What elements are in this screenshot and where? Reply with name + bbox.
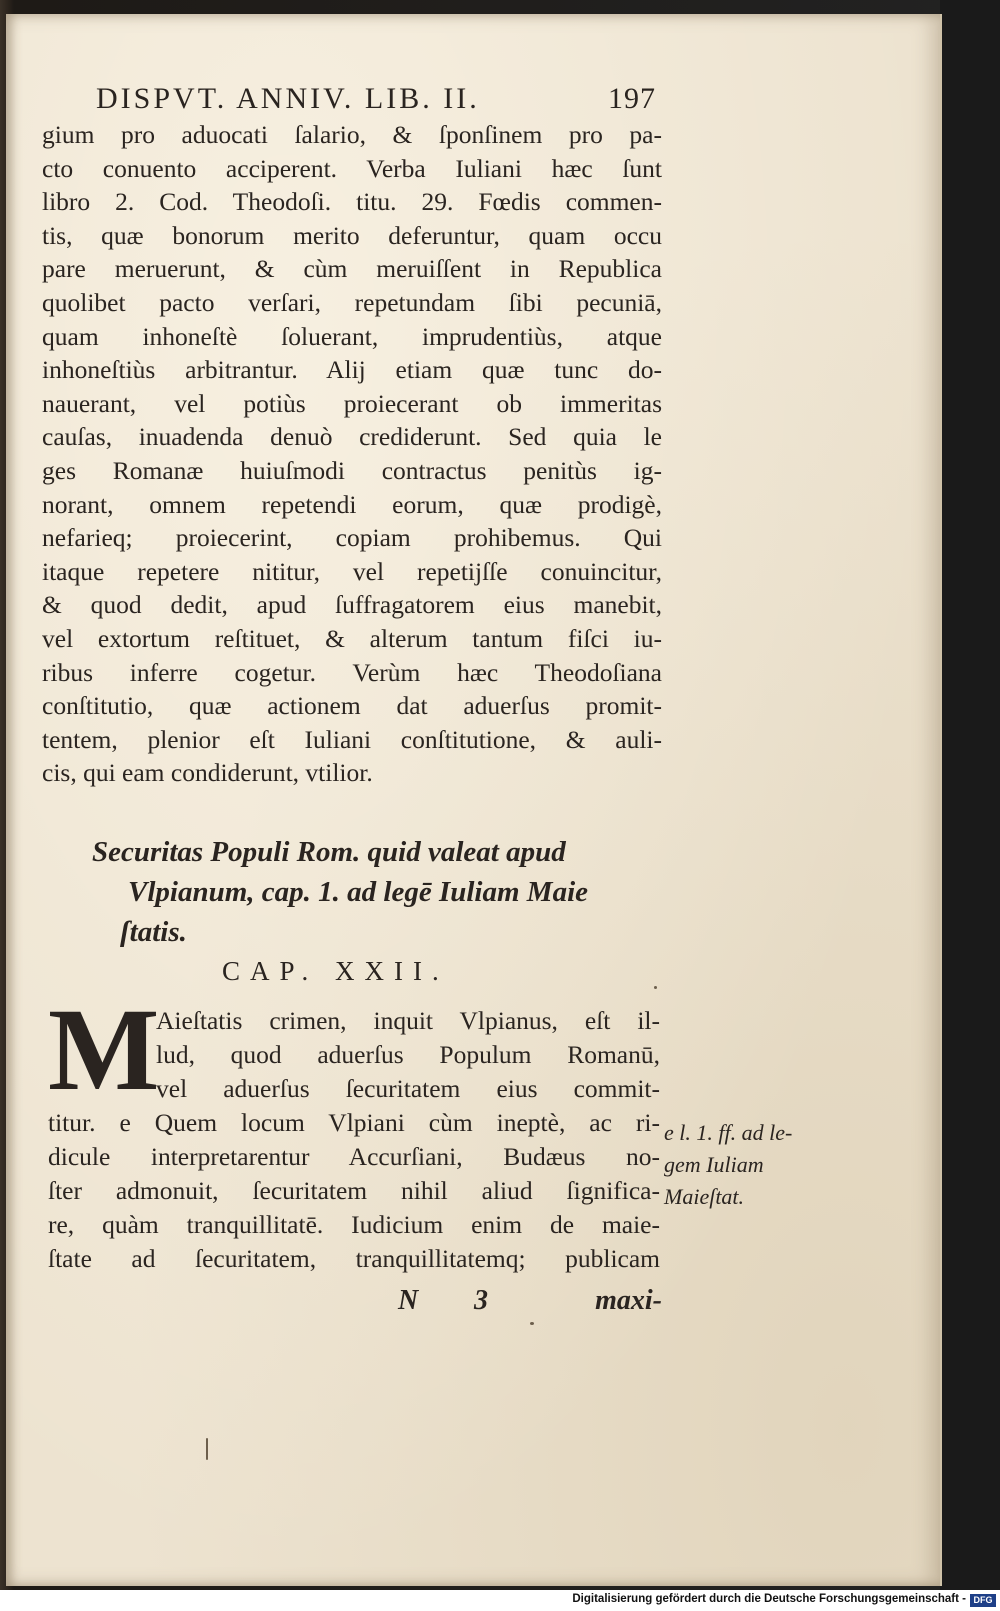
heading-line: Vlpianum, cap. 1. ad legē Iuliam Maie: [128, 876, 588, 908]
margin-note-line: gem Iuliam: [664, 1152, 764, 1177]
body-text: [42, 118, 662, 790]
text-line: gium pro aduocati ſalario, & ſponſinem pro pa-: [42, 120, 662, 149]
text-line: tis, quæ bonorum merito deferuntur, quam occu: [42, 220, 662, 250]
dfg-logo-icon: DFG: [970, 1594, 996, 1607]
text-line: vel aduerſus ſecuritatem eius commit-: [156, 1074, 660, 1103]
text-line: conſtitutio, quæ actionem dat aduerſus promit-: [42, 691, 662, 721]
heading-line: Securitas Populi Rom. quid valeat apud: [92, 836, 566, 868]
scan-edge: [940, 0, 1000, 1590]
text-line: ribus inferre cogetur. Verùm hæc Theodoſiana: [42, 657, 662, 687]
text-line: lud, quod aduerſus Populum Romanū,: [156, 1040, 660, 1069]
text-line: libro 2. Cod. Theodoſi. titu. 29. Fœdis commen-: [42, 187, 662, 217]
signature-number: 3: [474, 1285, 488, 1316]
paper-speck: [530, 1322, 534, 1325]
margin-note: [664, 1117, 834, 1213]
margin-note-line: e l. 1. ff. ad le-: [664, 1120, 793, 1145]
paper-speck: [654, 986, 657, 989]
text-line: ges Romanæ huiuſmodi contractus penitùs ig-: [42, 455, 662, 485]
text-line: dicule interpretarentur Accurſiani, Budæus no-: [48, 1142, 660, 1171]
text-line: norant, omnem repetendi eorum, quæ prodigè,: [42, 489, 662, 519]
chapter-heading: [92, 832, 662, 952]
signature-mark: N: [398, 1285, 419, 1316]
text-line: ſtate ad ſecuritatem, tranquillitatemq; publicam: [48, 1244, 660, 1273]
text-line: & quod dedit, apud ſuffragatorem eius manebit,: [42, 590, 662, 620]
text-line: Aieſtatis crimen, inquit Vlpianus, eſt il-: [156, 1006, 660, 1035]
catchword: maxi-: [595, 1285, 662, 1316]
text-line: tentem, plenior eſt Iuliani conſtitutione, & auli-: [42, 724, 662, 754]
running-head: [96, 82, 656, 116]
text-line: inhoneſtiùs arbitrantur. Alij etiam quæ tunc do-: [42, 355, 662, 385]
margin-note-line: Maieſtat.: [664, 1184, 745, 1209]
text-line: titur. e Quem locum Vlpiani cùm ineptè, ac ri-: [48, 1108, 660, 1137]
text-line: cis, qui eam condiderunt, vtilior.: [42, 758, 373, 788]
text-line: vel extortum reſtituet, & alterum tantum fiſci iu-: [42, 623, 662, 653]
text-line: cauſas, inuadenda denuò crediderunt. Sed quia le: [42, 422, 662, 452]
paper-speck: [206, 1438, 208, 1460]
text-line: nefarieq; proiecerint, copiam prohibemus. Qui: [42, 523, 662, 553]
chapter-number: CAP. XXII.: [222, 956, 449, 986]
text-line: itaque repetere nititur, vel repetijſſe conuincitur,: [42, 556, 662, 586]
page-number: 197: [608, 82, 656, 115]
running-head-title: DISPVT. ANNIV. LIB. II.: [96, 82, 480, 115]
heading-line: ſtatis.: [120, 916, 187, 948]
text-line: cto conuento acciperent. Verba Iuliani hæc ſunt: [42, 153, 662, 183]
text-line: nauerant, vel potiùs proiecerant ob immeritas: [42, 388, 662, 418]
text-line: quam inhoneſtè ſoluerant, imprudentiùs, atque: [42, 321, 662, 351]
chapter-text: [48, 1004, 660, 1276]
drop-cap-initial: M: [48, 984, 160, 1115]
text-line: pare meruerunt, & cùm meruiſſent in Republica: [42, 254, 662, 284]
footer-bar: [0, 1590, 1000, 1611]
text-line: quolibet pacto verſari, repetundam ſibi pecuniā,: [42, 287, 662, 317]
text-line: re, quàm tranquillitatē. Iudicium enim de maie-: [48, 1210, 660, 1239]
text-line: ſter admonuit, ſecuritatem nihil aliud ſignifica-: [48, 1176, 660, 1205]
funding-notice: Digitalisierung gefördert durch die Deutsche Forschungsgemeinschaft -: [572, 1593, 966, 1605]
